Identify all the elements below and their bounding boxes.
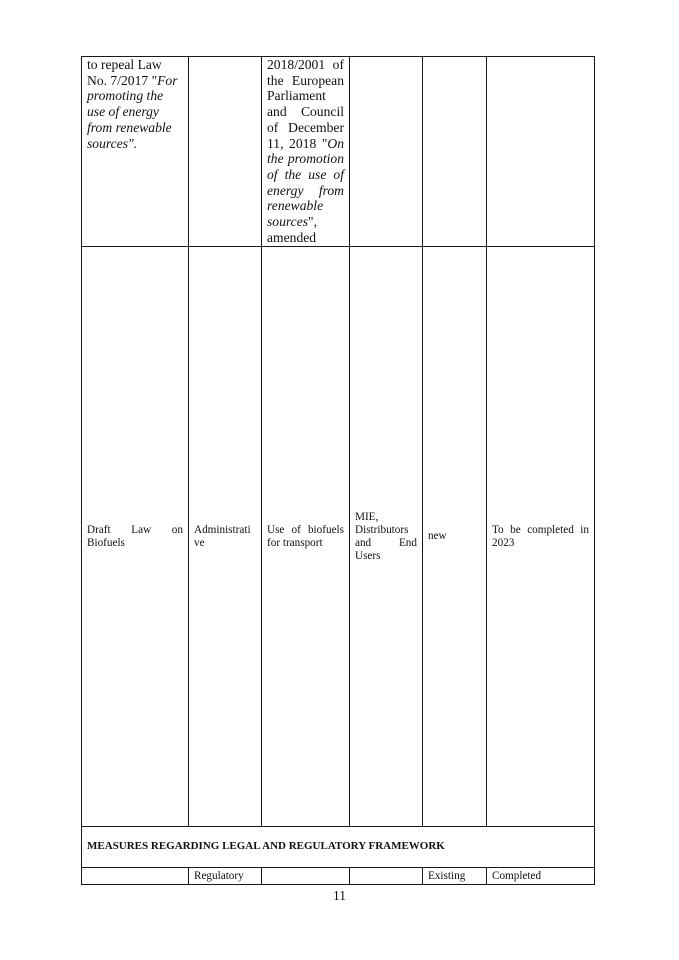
description-line-1: 2018/2001 of: [267, 57, 344, 72]
timeline-line-1: To be completed in: [492, 523, 589, 536]
description-text-line-1: Use of biofuels: [267, 523, 344, 536]
measure-line-3: promoting the: [87, 88, 164, 104]
cell-measure-last: [82, 868, 189, 885]
cell-responsible-last: [350, 868, 423, 885]
responsible-line-1: MIE,: [355, 510, 379, 523]
measure-name-line-1: Draft Law on: [87, 523, 183, 536]
responsible-line-3: and End: [355, 536, 417, 549]
description-line-10: renewable: [267, 198, 324, 214]
table-row-section-header: [82, 827, 595, 868]
description-line-6-plain: 11, 2018 ": [267, 135, 328, 151]
cell-description-last: [262, 868, 350, 885]
description-line-8: of the use of: [267, 166, 344, 182]
description-line-2: the European: [267, 72, 344, 88]
timeline-line-2: 2023: [492, 536, 515, 549]
page-number: 11: [333, 888, 346, 903]
description-line-11: [267, 214, 344, 230]
measures-table: [81, 56, 595, 885]
cell-status-continued: [423, 57, 487, 247]
cell-measure: [82, 247, 189, 827]
cell-description: [262, 247, 350, 827]
measure-line-1: to repeal Law: [87, 57, 162, 72]
description-line-5: of December: [267, 119, 344, 135]
description-line-4: and Council: [267, 104, 344, 120]
cell-responsible: [350, 247, 423, 827]
description-line-11-italic: sources: [267, 214, 309, 230]
responsible-line-4: Users: [355, 549, 381, 562]
cell-status-last: Existing: [423, 868, 487, 885]
cell-status: [423, 247, 487, 827]
type-line-1: Administrati: [194, 523, 251, 536]
table-row-biofuels: [82, 247, 595, 827]
table-row-continuation: [82, 57, 595, 247]
measure-line-2-plain: No. 7/2017 ": [87, 72, 158, 88]
measure-line-2: [87, 73, 183, 89]
description-line-9: energy from: [267, 182, 344, 198]
measure-line-5: from renewable: [87, 119, 172, 135]
description-line-6-italic: On: [327, 135, 344, 151]
cell-type-last: Regulatory: [189, 868, 262, 885]
description-text-line-2: for transport: [267, 536, 323, 549]
measure-line-2-italic: For: [157, 72, 178, 88]
table-row-regulatory: [82, 868, 595, 885]
measure-line-6: sources".: [87, 135, 138, 151]
description-line-6: [267, 136, 344, 152]
responsible-line-2: Distributors: [355, 523, 409, 536]
cell-measure-continued: [82, 57, 189, 247]
cell-responsible-continued: [350, 57, 423, 247]
description-line-3: Parliament: [267, 88, 326, 104]
cell-timeline-last: Completed: [487, 868, 595, 885]
measure-name-line-2: Biofuels: [87, 536, 125, 549]
cell-description-continued: [262, 57, 350, 247]
description-line-12: amended: [267, 229, 317, 245]
status-value: new: [428, 530, 447, 542]
type-line-2: ve: [194, 536, 205, 549]
cell-timeline-continued: [487, 57, 595, 247]
cell-type-continued: [189, 57, 262, 247]
cell-timeline: [487, 247, 595, 827]
description-line-11-plain: ",: [308, 214, 317, 230]
description-line-7: the promotion: [267, 151, 344, 167]
cell-type: [189, 247, 262, 827]
section-header: MEASURES REGARDING LEGAL AND REGULATORY FRAMEWORK: [82, 827, 595, 868]
measure-line-4: use of energy: [87, 104, 159, 120]
